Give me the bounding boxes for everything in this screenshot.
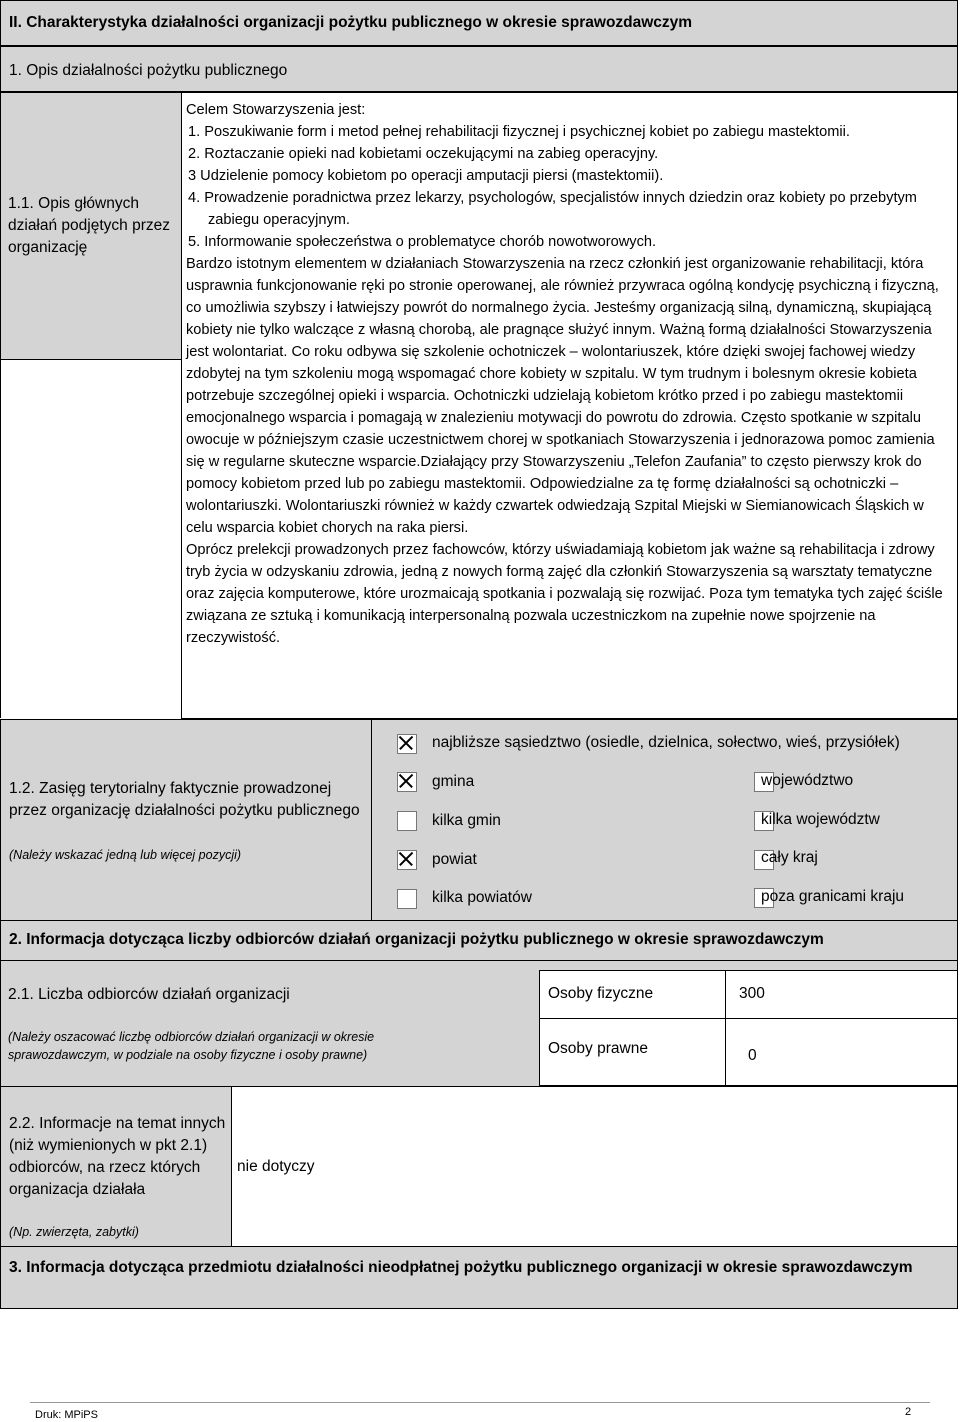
goal-item: 5. Informowanie społeczeństwa o problematyce chorób nowotworowych.: [188, 234, 657, 250]
territory-option-label: gmina: [432, 773, 475, 790]
section-2-1-label: 2.1. Liczba odbiorców działań organizacji: [8, 986, 290, 1003]
legal-persons-label: Osoby prawne: [548, 1040, 648, 1057]
section-1-2-note: (Należy wskazać jedną lub więcej pozycji): [9, 848, 242, 862]
physical-persons-value: 300: [739, 985, 765, 1002]
section-2-2-value-cell: [232, 1087, 958, 1247]
section-1-2-label: 1.2. Zasięg terytorialny faktycznie prowadzonej przez organizację działalności pożytku publicznego: [9, 780, 360, 819]
section-1-1-label-left-border: [0, 360, 1, 718]
territory-checkbox-kilka-gmin[interactable]: [397, 811, 417, 831]
territory-option-label: województwo: [761, 772, 854, 789]
section-title: II. Charakterystyka działalności organizacji pożytku publicznego w okresie sprawozdawczym: [0, 0, 958, 46]
section-2-2-note: (Np. zwierzęta, zabytki): [9, 1225, 139, 1239]
section-2-2-label: 2.2. Informacje na temat innych (niż wymienionych w pkt 2.1) odbiorców, na rzecz których organizacja działała: [9, 1115, 226, 1198]
description-paragraph: Oprócz prelekcji prowadzonych przez fachowców, którzy uświadamiają kobietom jak ważne są rehabilitacja i zdrowy tryb życia w odzyskaniu zdrowia, jedną z nowych formą zajęć dla członkiń Stowarzyszenia są warsztaty tematyczne oraz zajęcia komputerowe, które urozmaicają spotkania i pozwalają się rozwijać. Poza tym tematyka tych zajęć ściśle związana ze sztuką i komunikacją interpersonalną pozwala uczestniczkom na zupełnie nowe spojrzenie na rzeczywistość.: [186, 542, 943, 646]
legal-persons-value: 0: [748, 1047, 757, 1064]
goals-intro: Celem Stowarzyszenia jest:: [186, 102, 366, 118]
territory-option-label: kilka powiatów: [432, 889, 532, 906]
persons-table-vline: [725, 970, 726, 1086]
goal-item: 1. Poszukiwanie form i metod pełnej rehabilitacji fizycznej i psychicznej kobiet po zabiegu mastektomii.: [188, 124, 850, 140]
territory-option-label: poza granicami kraju: [761, 888, 905, 905]
section-2-1-note: (Należy oszacować liczbę odbiorców działań organizacji w okresie sprawozdawczym, w podziale na osoby fizyczne i osoby prawne): [8, 1030, 375, 1062]
territory-option-label: powiat: [432, 851, 477, 868]
territory-option-label: najbliższe sąsiedztwo (osiedle, dzielnica, sołectwo, wieś, przysiółek): [432, 734, 900, 751]
goals-list: [186, 121, 953, 253]
subsection-3-title: 3. Informacja dotycząca przedmiotu działalności nieodpłatnej pożytku publicznego organizacji w okresie sprawozdawczym: [0, 1247, 958, 1309]
goal-item: 3 Udzielenie pomocy kobietom po operacji amputacji piersi (mastektomii).: [188, 168, 664, 184]
territory-option-label: cały kraj: [761, 849, 818, 866]
territory-option-label: kilka województw: [761, 811, 880, 828]
goal-item: 4. Prowadzenie poradnictwa przez lekarzy, psychologów, specjalistów innych dziedzin oraz kobiety po przebytym zabiegu operacyjnym.: [188, 190, 917, 228]
territory-checkbox-kilka-powiatow[interactable]: [397, 889, 417, 909]
section-1-1-label: 1.1. Opis głównych działań podjętych przez organizację: [8, 195, 170, 256]
section-1-1-description: [181, 92, 958, 719]
description-paragraph: Bardzo istotnym elementem w działaniach Stowarzyszenia na rzecz członkiń jest organizowanie rehabilitacji, która usprawnia funkcjonowanie ręki po stronie operowanej, ale również przywraca ogólną kondycję psychiczną i fizyczną, co umożliwia szybszy i łatwiejszy powrót do normalnego życia. Jesteśmy organizacją silną, dynamiczną, skupiającą kobiety nie tylko walczące z własną chorobą, ale pragnące służyć innym. Ważną formą działalności Stowarzyszenia jest wolontariat. Co roku odbywa się szkolenie ochotniczek – wolontariuszek, które dzięki swojej fachowej wiedzy zdobytej na tym szkoleniu mogą wspomagać chore kobiety w szpitalu. W tym trudnym i bolesnym okresie kobieta potrzebuje szczególnej opieki i wsparcia. Ochotniczki udzielają kobietom krótko przed i po zabiegu mastektomii emocjonalnego wsparcia i pomagają w znalezieniu motywacji do powrotu do zdrowia. Często spotkanie w szpitalu owocuje w późniejszym czasie uczestnictwem chorej w spotkaniach Stowarzyszenia i jednorazowa pomoc zamienia się w regularne skuteczne wsparcie.Działający przy Stowarzyszeniu „Telefon Zaufania” to często pierwszy krok do pomocy kobietom przed lub po zabiegu mastektomii. Odpowiedzialne za tę formę działalności są ochotniczki – wolontariuszki. Wolontariuszki również w każdy czwartek odwiedzają Szpital Miejski w Siemianowicach Śląskich w celu wsparcia kobiet chorych na raka piersi.: [186, 256, 939, 536]
territory-checkbox-powiat[interactable]: [397, 850, 417, 870]
section-1-1-label-cell: [0, 92, 182, 360]
subsection-1-title: 1. Opis działalności pożytku publicznego: [0, 46, 958, 92]
territory-checkbox-gmina[interactable]: [397, 772, 417, 792]
section-2-2-label-cell: [0, 1087, 232, 1247]
persons-table-hline: [539, 1018, 957, 1019]
subsection-2-title: 2. Informacja dotycząca liczby odbiorców działań organizacji pożytku publicznego w okresie sprawozdawczym: [0, 921, 958, 961]
page-number: 2: [905, 1406, 912, 1418]
physical-persons-label: Osoby fizyczne: [548, 985, 654, 1002]
section-1-2-label-cell: [0, 719, 372, 921]
footer-left: Druk: MPiPS: [35, 1409, 98, 1421]
footer-line: [30, 1402, 930, 1403]
section-2-2-value: nie dotyczy: [237, 1158, 315, 1175]
territory-checkbox-neighborhood[interactable]: [397, 734, 417, 754]
territory-option-label: kilka gmin: [432, 812, 501, 829]
goal-item: 2. Roztaczanie opieki nad kobietami oczekującymi na zabieg operacyjny.: [188, 146, 659, 162]
